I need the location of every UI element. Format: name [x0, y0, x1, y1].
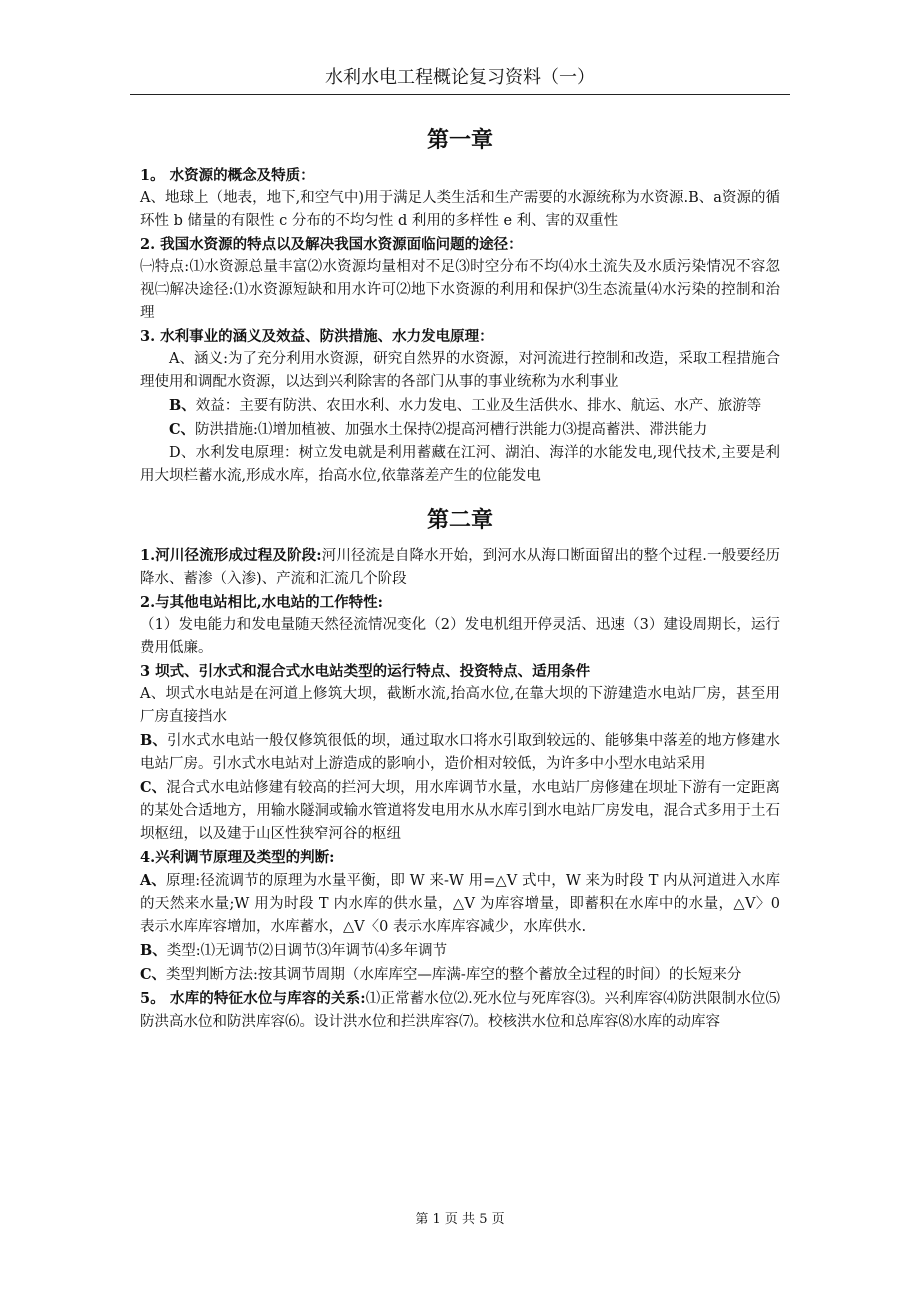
ch2-q4-c — [140, 963, 780, 987]
ch2-q4-a — [140, 869, 780, 939]
ch1-q3-a: A、涵义:为了充分利用水资源，研究自然界的水资源，对河流进行控制和改造，采取工程措施合理使用和调配水资源，以达到兴利除害的各部门从事的事业统称为水利事业 — [140, 351, 780, 390]
ch2-q1-heading: 1.河川径流形成过程及阶段: — [140, 547, 322, 564]
ch2-q1-text: 河川径流是自降水开始，到河水从海口断面留出的整个过程.一般要经历降水、蓄渗（入渗)、产流和汇流几个阶段 — [140, 548, 780, 587]
ch2-q4-b — [140, 939, 780, 963]
chapter-2-title: 第二章 — [426, 507, 493, 533]
ch2-q3-b — [140, 729, 780, 776]
page-footer: 第 1 页 共 5 页 — [415, 1212, 505, 1227]
ch1-q2-text: ㈠特点:⑴水资源总量丰富⑵水资源均量相对不足⑶时空分布不均⑷水土流失及水质污染情况不容忽视㈡解决途径:⑴水资源短缺和用水许可⑵地下水资源的利用和保护⑶生态流量⑷水污染的控制和治理 — [140, 259, 780, 321]
ch2-q3-heading: 3 坝式、引水式和混合式水电站类型的运行特点、投资特点、适用条件 — [140, 663, 591, 680]
ch2-q5 — [140, 987, 780, 1034]
ch2-q4-c-label: C、 — [140, 966, 167, 983]
ch1-q3-d: D、水利发电原理：树立发电就是利用蓄藏在江河、湖泊、海洋的水能发电,现代技术,主要是利用大坝栏蓄水流,形成水库，抬高水位,依靠落差产生的位能发电 — [140, 445, 780, 484]
ch1-q3-b-label: B、 — [169, 397, 196, 414]
ch2-q4-b-label: B、 — [140, 942, 167, 959]
ch2-q2-text: （1）发电能力和发电量随天然径流情况变化（2）发电机组开停灵活、迅速（3）建设周期长，运行费用低廉。 — [140, 617, 780, 656]
ch2-q4-a-text: 原理:径流调节的原理为水量平衡，即 W 来-W 用=△V 式中，W 来为时段 T 内从河道进入水库的天然来水量;W 用为时段 T 内水库的供水量，△V 为库容增量，即蓄积在水库中的水量，△V〉0 表示水库库容增加，水库蓄水，△V〈0 表示水库库容减少，水库供水. — [140, 873, 780, 935]
ch1-q3-heading: 3. 水利事业的涵义及效益、防洪措施、水力发电原理： — [140, 328, 494, 345]
ch2-q3-c-label: C、 — [140, 779, 167, 796]
ch2-q2-heading: 2.与其他电站相比,水电站的工作特性: — [140, 594, 384, 611]
ch2-q3-c-text: 混合式水电站修建有较高的拦河大坝，用水库调节水量，水电站厂房修建在坝址下游有一定距离的某处合适地方，用输水隧洞或输水管道将发电用水从水库引到水电站厂房发电，混合式多用于土石坝枢纽，以及建于山区性狭窄河谷的枢纽 — [140, 780, 781, 842]
ch2-q3-b-text: 引水式水电站一般仅修筑很低的坝，通过取水口将水引取到较远的、能够集中落差的地方修建水电站厂房。引水式水电站对上游造成的影响小，造价相对较低，为许多中小型水电站采用 — [140, 733, 780, 772]
ch2-q4-a-label: A、 — [140, 872, 167, 889]
ch2-q4-heading: 4.兴利调节原理及类型的判断: — [140, 849, 335, 866]
chapter-1-title: 第一章 — [426, 127, 493, 153]
ch2-q3-a: A、坝式水电站是在河道上修筑大坝，截断水流,抬高水位,在靠大坝的下游建造水电站厂房，甚至用厂房直接挡水 — [140, 686, 780, 725]
ch1-q2-heading: 2. 我国水资源的特点以及解决我国水资源面临问题的途径： — [140, 236, 523, 253]
ch2-q3-b-label: B、 — [140, 732, 167, 749]
ch1-q1-heading: 1。 水资源的概念及特质： — [140, 167, 315, 184]
document-body — [140, 114, 780, 1034]
page-header: 水利水电工程概论复习资料（一） — [130, 64, 790, 95]
ch2-q3-c — [140, 776, 780, 846]
ch2-q4-b-text: 类型:⑴无调节⑵日调节⑶年调节⑷多年调节 — [166, 943, 448, 959]
ch2-q4-c-text: 类型判断方法:按其调节周期（水库库空—库满-库空的整个蓄放全过程的时间）的长短来分 — [166, 967, 742, 983]
ch2-q5-text: ⑴正常蓄水位⑵.死水位与死库容⑶。兴利库容⑷防洪限制水位⑸防洪高水位和防洪库容⑹。设计洪水位和拦洪库容⑺。校核洪水位和总库容⑻水库的动库容 — [140, 991, 780, 1030]
ch2-q5-heading: 5。 水库的特征水位与库容的关系: — [140, 990, 366, 1007]
ch1-q3-c-text: 防洪措施:⑴增加植被、加强水土保持⑵提高河槽行洪能力⑶提高蓄洪、滞洪能力 — [195, 422, 708, 438]
ch1-q3-c-label: C、 — [169, 421, 196, 438]
ch1-q3-b — [140, 394, 780, 418]
ch2-q1 — [140, 544, 780, 591]
ch1-q3-b-text: 效益：主要有防洪、农田水利、水力发电、工业及生活供水、排水、航运、水产、旅游等 — [195, 398, 762, 414]
ch1-q1-text: A、地球上（地表，地下,和空气中)用于满足人类生活和生产需要的水源统称为水资源.B、a资源的循环性 b 储量的有限性 c 分布的不均匀性 d 利用的多样性 e 利、害的双重性 — [140, 190, 780, 229]
ch1-q3-c — [140, 418, 780, 442]
